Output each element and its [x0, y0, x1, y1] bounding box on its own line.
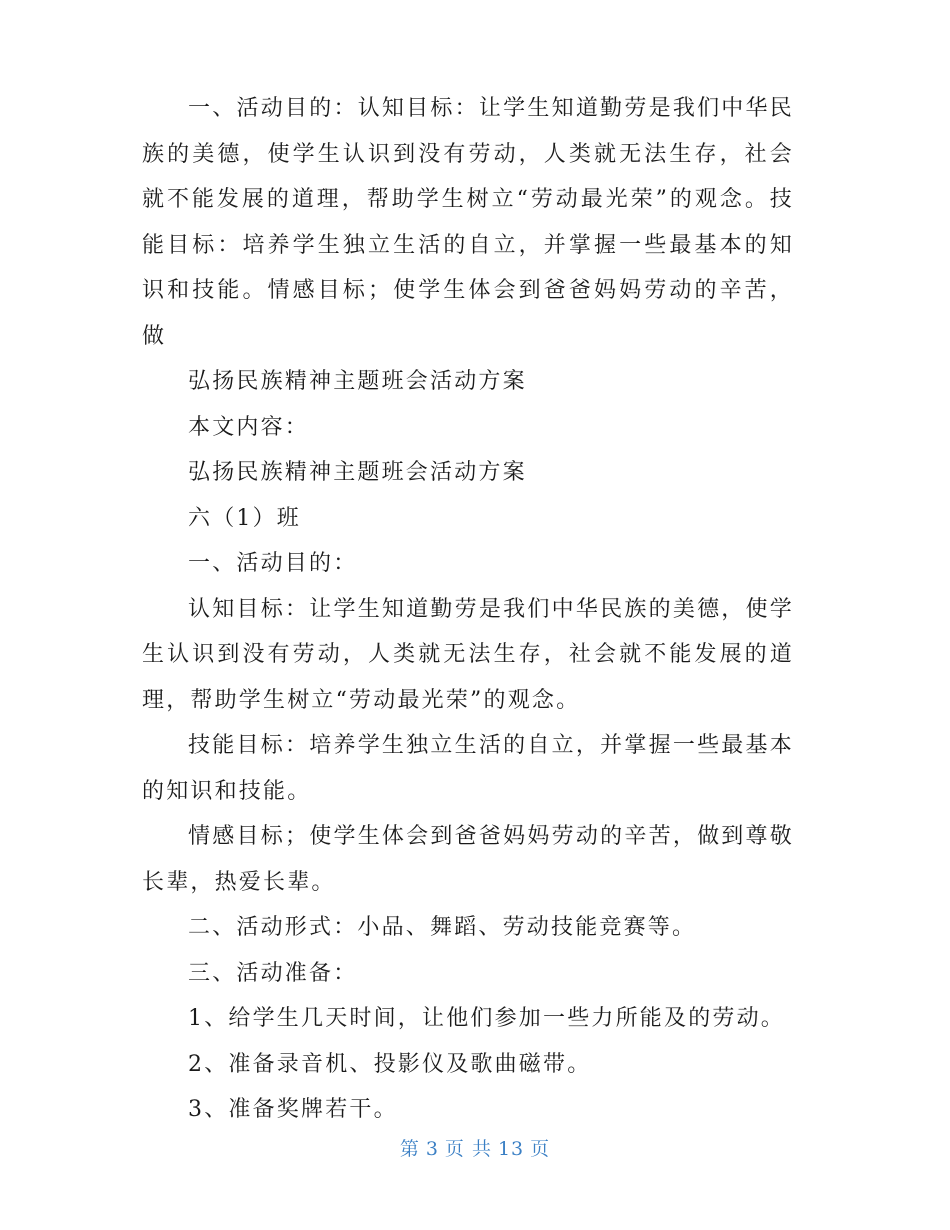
- paragraph-prep-item-1: 1、给学生几天时间，让他们参加一些力所能及的劳动。: [188, 1006, 785, 1031]
- paragraph-content-label: 本文内容：: [188, 414, 310, 440]
- paragraph-section-one-heading: 一、活动目的：: [188, 551, 358, 576]
- paragraph-prep-item-3: 3、准备奖牌若干。: [188, 1097, 398, 1122]
- page-footer: [0, 1134, 950, 1161]
- paragraph-title-repeat: 弘扬民族精神主题班会活动方案: [188, 460, 527, 485]
- paragraph-prep-item-2: 2、准备录音机、投影仪及歌曲磁带。: [188, 1051, 592, 1077]
- paragraph-class-name: 六（1）班: [188, 505, 301, 531]
- paragraph-intro-summary: 一、活动目的：认知目标：让学生知道勤劳是我们中华民族的美德，使学生认识到没有劳动，人类就无法生存，社会就不能发展的道理，帮助学生树立“劳动最光荣”的观念。技能目标：培养学生独立生活的自立，并掌握一些最基本的知识和技能。情感目标；使学生体会到爸爸妈妈劳动的辛苦，做: [142, 96, 794, 349]
- footer-prefix: 第: [399, 1138, 420, 1160]
- total-page-number: 13: [497, 1138, 525, 1160]
- paragraph-skill-goal: 技能目标：培养学生独立生活的自立，并掌握一些最基本的知识和技能。: [142, 733, 794, 804]
- paragraph-cognitive-goal: 认知目标：让学生知道勤劳是我们中华民族的美德，使学生认识到没有劳动，人类就无法生存，社会就不能发展的道理，帮助学生树立“劳动最光荣”的观念。: [142, 596, 794, 713]
- footer-suffix: 页: [530, 1138, 551, 1160]
- paragraph-activity-form: 二、活动形式：小品、舞蹈、劳动技能竞赛等。: [188, 915, 697, 940]
- footer-middle: 页 共: [444, 1138, 492, 1160]
- paragraph-title: 弘扬民族精神主题班会活动方案: [188, 369, 527, 394]
- current-page-number: 3: [425, 1138, 439, 1160]
- paragraph-emotion-goal: 情感目标；使学生体会到爸爸妈妈劳动的辛苦，做到尊敬长辈，热爱长辈。: [142, 824, 794, 895]
- paragraph-section-three-heading: 三、活动准备：: [188, 960, 358, 986]
- document-body: [142, 86, 794, 1133]
